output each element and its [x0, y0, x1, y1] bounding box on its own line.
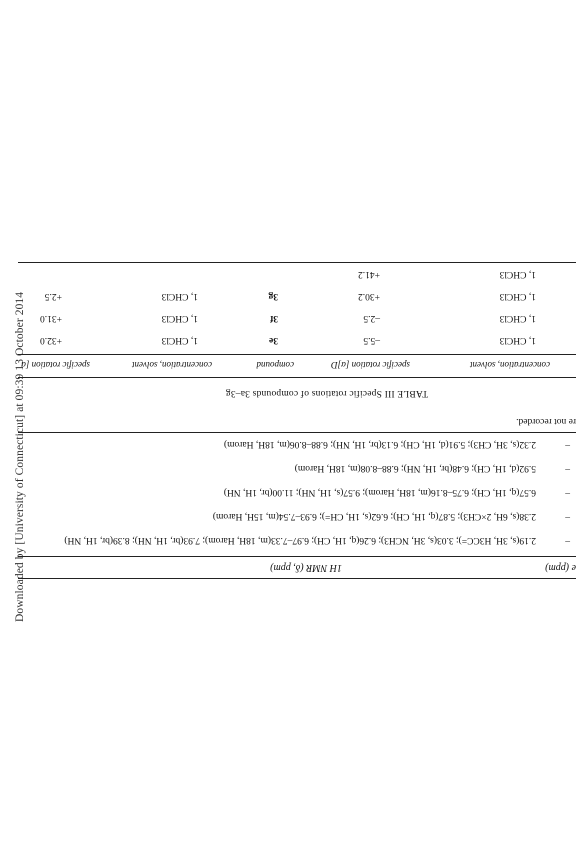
cell-rotation: +30.2: [358, 291, 380, 301]
col-header-compound: compound: [256, 360, 294, 370]
scan-content: [18, 0, 576, 864]
nmr-col-header-shift: 1H NMR (δ, ppm): [270, 562, 342, 573]
cell-concentration: 1, CHCl3: [499, 269, 536, 279]
nmr-col-header-left: e (ppm): [545, 562, 576, 573]
cell-compound: 3g: [268, 291, 278, 301]
nmr-row-text: 5.92(d, 1H, CH); 6.48(br, 1H, NH); 6.88–8.08(m, 18H, Harom): [294, 463, 536, 473]
col-header-concentration-left: concentration, solvent: [470, 360, 550, 370]
nmr-table-top-rule: [18, 578, 576, 579]
nmr-table-header-rule: [18, 556, 576, 557]
col-header-rotation-right: specific rotation [α: [21, 360, 90, 370]
cell-compound: 3f: [270, 313, 278, 323]
cell-concentration: 1, CHCl3: [161, 291, 198, 301]
cell-concentration: 1, CHCl3: [499, 335, 536, 345]
nmr-row-text: 2.38(s, 6H, 2×CH3); 5.87(q, 1H, CH); 6.62(s, 1H, CH=); 6.93–7.54(m, 15H, Harom): [212, 511, 536, 521]
cell-rotation: –2.5: [363, 313, 380, 323]
cell-compound: 3e: [269, 335, 278, 345]
nmr-table-bottom-rule: [18, 432, 576, 433]
cell-concentration: 1, CHCl3: [499, 291, 536, 301]
cell-rotation: –5.5: [363, 335, 380, 345]
nmr-row-dash: –: [565, 536, 570, 546]
nmr-row-text: 2.32(s, 3H, CH3); 5.91(d, 1H, CH); 6.13(br, 1H, NH); 6.88–8.06(m, 18H, Harom): [223, 439, 536, 449]
rotation-table-top-rule: [18, 377, 576, 378]
nmr-row-text: 6.57(q, 1H, CH); 6.75–8.16(m, 18H, Harom); 9.57(s, 1H, NH); 11.00(br, 1H, NH): [223, 487, 536, 497]
nmr-row-dash: –: [565, 464, 570, 474]
table-iii-caption: [226, 387, 428, 399]
nmr-row-dash: –: [565, 440, 570, 450]
rotation-table-header-rule: [18, 354, 576, 355]
cell-rotation: +32.0: [40, 335, 62, 345]
rotated-scan-area: [18, 0, 576, 864]
cell-rotation: +41.2: [358, 269, 380, 279]
nmr-row-dash: –: [565, 512, 570, 522]
cell-concentration: 1, CHCl3: [499, 313, 536, 323]
cell-concentration: 1, CHCl3: [161, 335, 198, 345]
cell-rotation: +2.5: [44, 291, 62, 301]
col-header-rotation-left: specific rotation [α]D: [331, 360, 410, 370]
col-header-concentration-right: concentration, solvent: [132, 360, 212, 370]
table-iii-title: Specific rotations of compounds 3a–3g: [225, 388, 382, 398]
rotation-table-bottom-rule: [18, 262, 576, 263]
nmr-table-footnote: re not recorded.: [516, 416, 576, 426]
nmr-row-text: 2.19(s, 3H, H3CC=); 3.03(s, 3H, NCH3); 6.26(q, 1H, CH); 6.97–7.33(m, 18H, Harom); 7.93(br, 1H, NH); 8.39(br, 1H, NH): [64, 535, 536, 545]
cell-rotation: +31.0: [40, 313, 62, 323]
table-iii-label: TABLE III: [384, 388, 428, 398]
nmr-row-dash: –: [565, 488, 570, 498]
cell-concentration: 1, CHCl3: [161, 313, 198, 323]
download-stamp-text: Downloaded by [University of Connecticut] at 09:39 13 October 2014: [14, 291, 26, 622]
download-stamp: [0, 0, 26, 864]
